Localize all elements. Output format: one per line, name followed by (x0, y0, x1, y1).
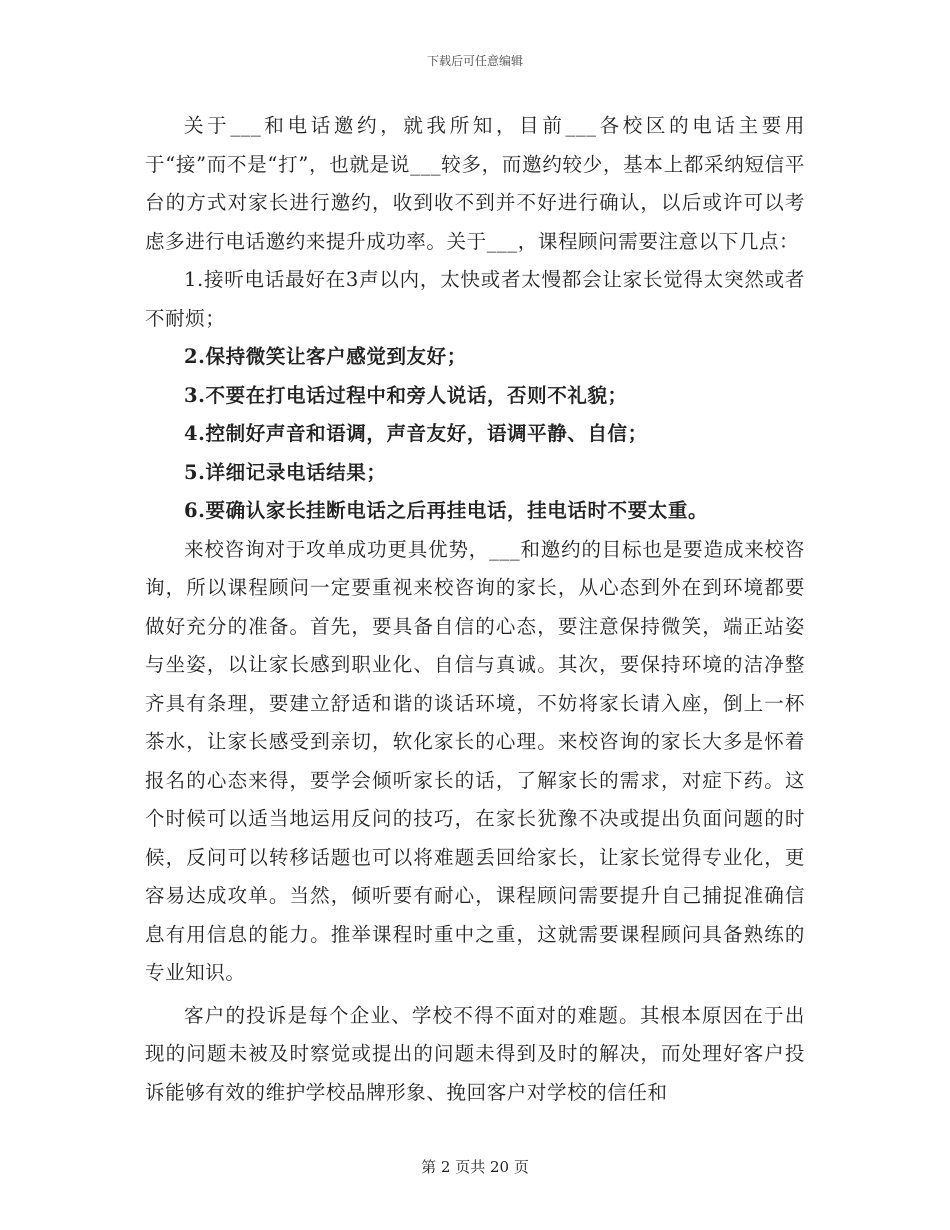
page-footer: 第 2 页共 20 页 (421, 1158, 529, 1176)
list-item-1: 1.接听电话最好在3声以内，太快或者太慢都会让家长觉得太突然或者不耐烦； (145, 268, 805, 330)
paragraph-phone-invitation: 关于___和电话邀约，就我所知，目前___各校区的电话主要用于“接”而不是“打”，也就是说___较多，而邀约较少，基本上都采纳短信平台的方式对家长进行邀约，收到收不到并不好进行确认，以后或许可以考虑多进行电话邀约来提升成功率。关于___，课程顾问需要注意以下几点： (145, 114, 805, 253)
list-item-4: 4.控制好声音和语调，声音友好，语调平静、自信； (184, 422, 648, 445)
list-item-5: 5.详细记录电话结果； (184, 460, 387, 484)
page-header: 下载后可任意编辑 (426, 54, 523, 68)
paragraph-campus-consultation: 来校咨询对于攻单成功更具优势，___和邀约的目标也是要造成来校咨询，所以课程顾问一定要重视来校咨询的家长，从心态到外在到环境都要做好充分的准备。首先，要具备自信的心态，要注意保持微笑，端正站姿与坐姿，以让家长感到职业化、自信与真诚。其次，要保持环境的洁净整齐具有条理，要建立舒适和谐的谈话环境，不妨将家长请入座，倒上一杯茶水，让家长感受到亲切，软化家长的心理。来校咨询的家长大多是怀着报名的心态来得，要学会倾听家长的话，了解家长的需求，对症下药。这个时候可以适当地运用反问的技巧，在家长犹豫不决或提出负面问题的时候，反问可以转移话题也可以将难题丢回给家长，让家长觉得专业化，更容易达成攻单。当然，倾听要有耐心，课程顾问需要提升自己捕捉准确信息有用信息的能力。推举课程时重中之重，这就需要课程顾问具备熟练的专业知识。 (145, 537, 805, 984)
list-item-3: 3.不要在打电话过程中和旁人说话，否则不礼貌； (184, 383, 628, 407)
document-body (145, 107, 805, 1112)
list-item-2: 2.保持微笑让客户感觉到友好； (184, 345, 467, 368)
list-item-6: 6.要确认家长挂断电话之后再挂电话，挂电话时不要太重。 (184, 499, 709, 522)
paragraph-customer-complaints: 客户的投诉是每个企业、学校不得不面对的难题。其根本原因在于出现的问题未被及时察觉或提出的问题未得到及时的解决，而处理好客户投诉能够有效的维护学校品牌形象、挽回客户对学校的信任和 (145, 1003, 805, 1104)
